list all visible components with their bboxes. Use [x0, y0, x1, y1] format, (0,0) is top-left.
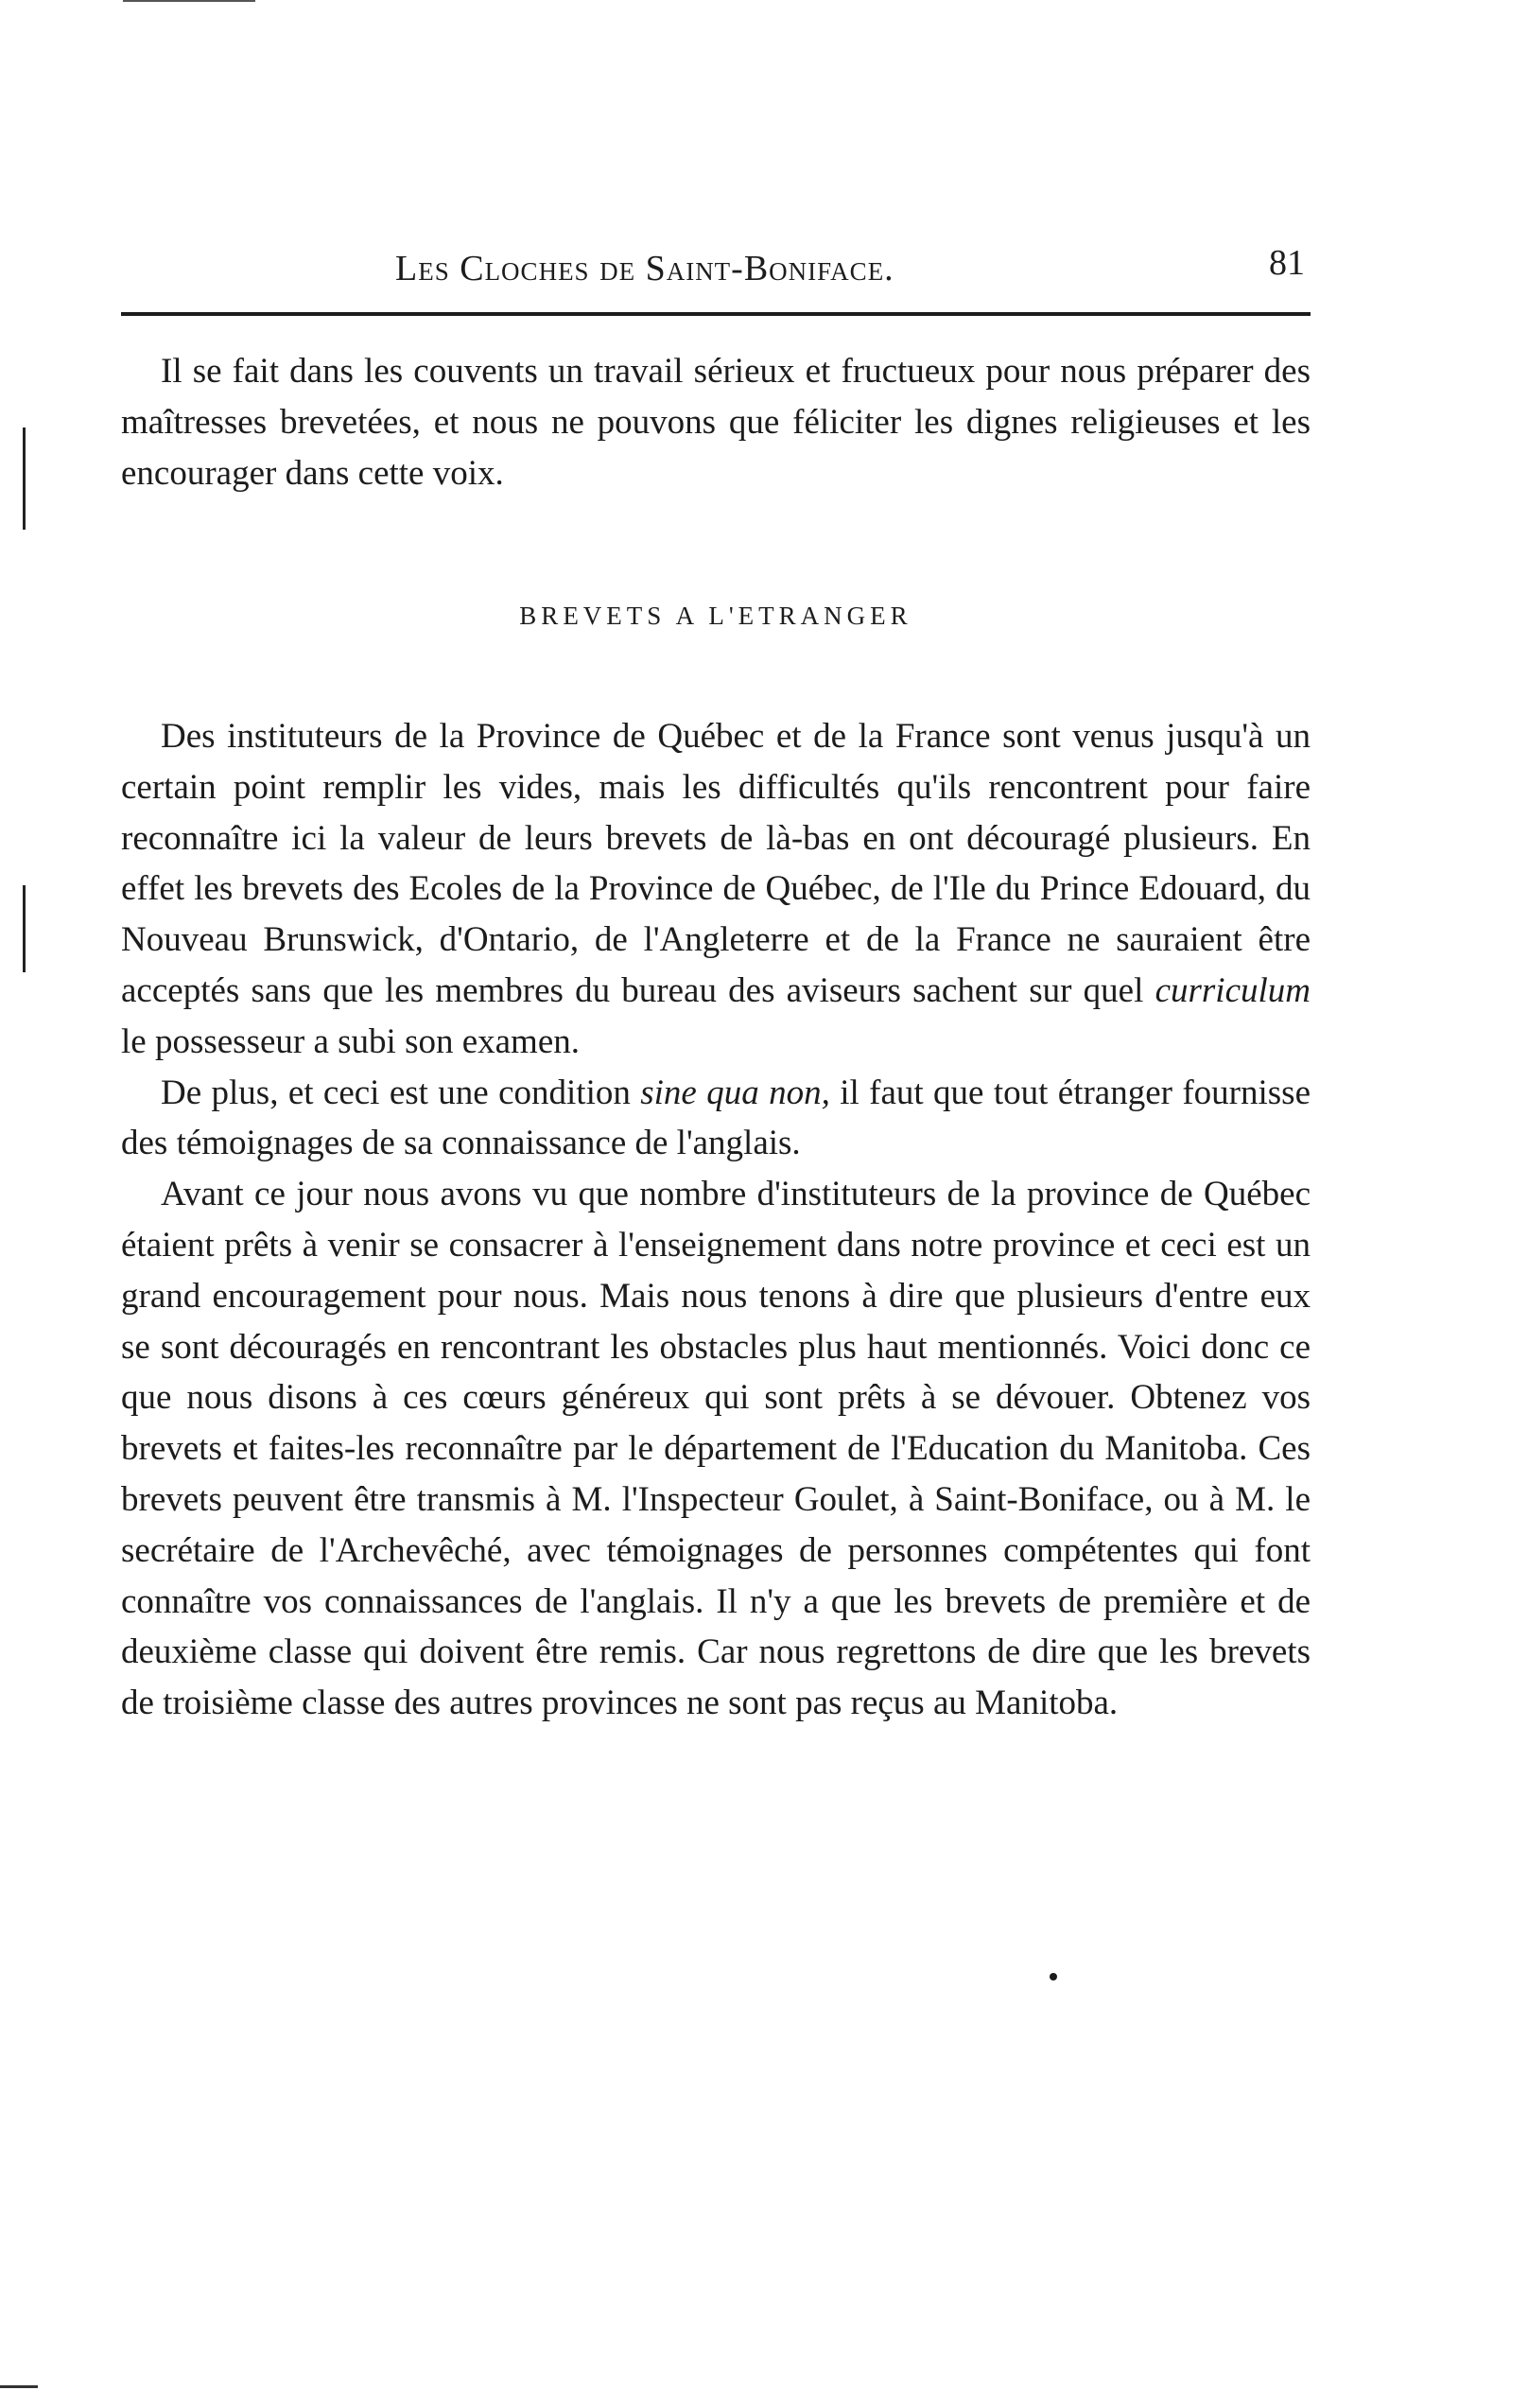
section-title: BREVETS A L'ETRANGER — [519, 602, 912, 630]
margin-mark-lower — [23, 885, 26, 972]
margin-mark-upper — [23, 428, 26, 530]
body-text — [121, 711, 1311, 1729]
paragraph-1-text-b: le possesseur a subi son examen. — [121, 1021, 581, 1061]
paragraph-2-text-b: il faut que tout étranger fournisse des témoignages de sa connaissance de l'anglais. — [121, 1073, 1311, 1163]
header-rule — [121, 312, 1311, 316]
ink-dot — [1050, 1973, 1057, 1980]
top-edge-rule — [123, 0, 255, 2]
paragraph-2-text-a: De plus, et ceci est une condition — [161, 1073, 631, 1112]
paragraph-1-italic: curriculum — [1155, 970, 1311, 1010]
paragraph-1-text-a: Des instituteurs de la Province de Québec et de la France sont venus jusqu'à un certain point remplir les vides, mais les difficultés qu'ils rencontrent pour faire reconnaître ici la valeur de leurs brevets de là-bas en ont découragé plusieurs. En effet les brevets des Ecoles de la Province de Québec, de l'Ile du Prince Edouard, du Nouveau Brunswick, d'Ontario, de l'Angleterre et de la France ne sauraient être acceptés sans que les membres du bureau des aviseurs sachent sur quel — [121, 717, 1311, 1010]
page-number: 81 — [1269, 243, 1305, 283]
page-header — [121, 242, 1311, 291]
paragraph-1 — [121, 711, 1311, 1068]
paragraph-3: Avant ce jour nous avons vu que nombre d'instituteurs de la province de Québec étaient prêts à venir se consacrer à l'enseignement dans notre province et ceci est un grand encouragement pour nous. Mais nous tenons à dire que plusieurs d'entre eux se sont découragés en rencontrant les obstacles plus haut mentionnés. Voici donc ce que nous disons à ces cœurs généreux qui sont prêts à se dévouer. Obtenez vos brevets et faites-les reconnaître par le département de l'Education du Manitoba. Ces brevets peuvent être transmis à M. l'Inspecteur Goulet, à Saint-Boniface, ou à M. le secrétaire de l'Archevêché, avec témoignages de personnes compétentes qui font connaître vos connaissances de l'anglais. Il n'y a que les brevets de première et de deuxième classe qui doivent être remis. Car nous regrettons de dire que les brevets de troisième classe des autres provinces ne sont pas reçus au Manitoba. — [121, 1175, 1311, 1723]
running-title: Les Cloches de Saint-Boniface. — [395, 249, 894, 288]
paragraph-2-italic: sine qua non, — [640, 1073, 830, 1112]
bottom-edge-mark — [0, 2385, 38, 2388]
intro-text: Il se fait dans les couvents un travail sérieux et fructueux pour nous préparer des maîtresses brevetées, et nous ne pouvons que féliciter les dignes religieuses et les encourager dans cette voix. — [121, 352, 1311, 493]
paragraph-2 — [121, 1068, 1311, 1170]
intro-paragraph — [121, 346, 1311, 499]
